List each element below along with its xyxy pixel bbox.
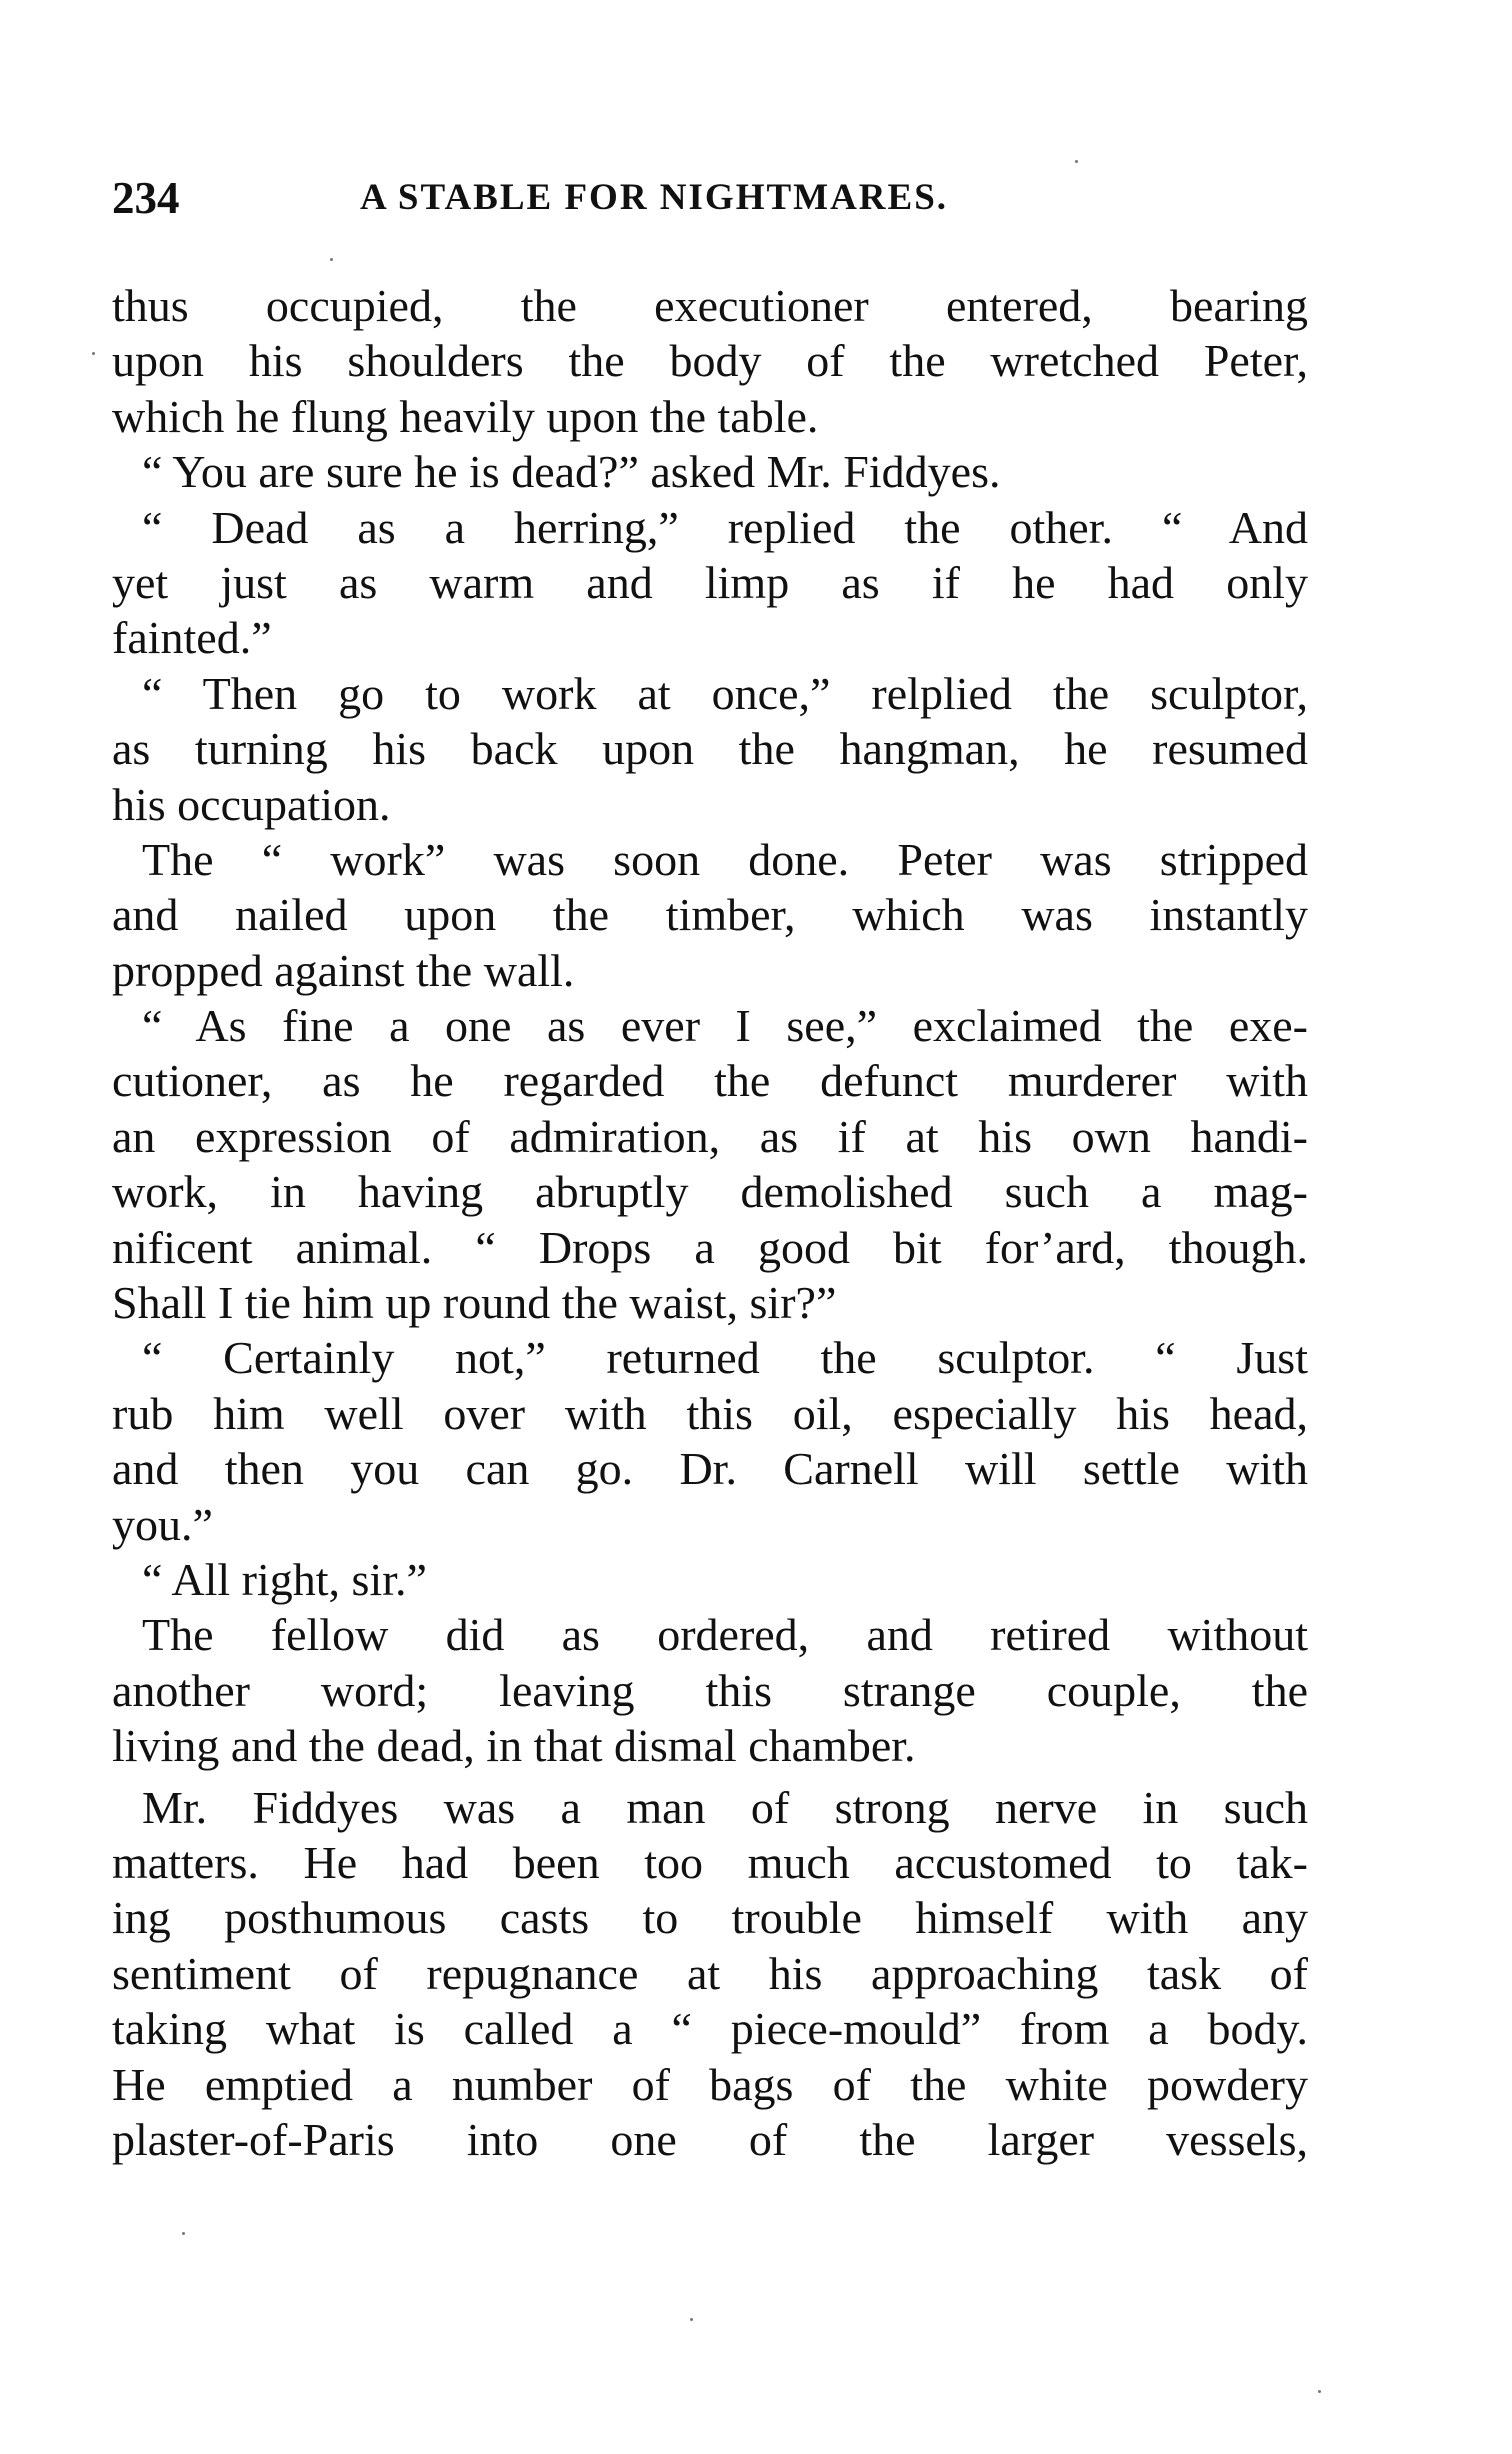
text-line: Shall I tie him up round the waist, sir?”: [112, 1277, 837, 1329]
text-line: you.”: [112, 1498, 213, 1550]
paper-speck: [92, 352, 95, 355]
text-line: The “ work” was soon done. Peter was stripped: [142, 833, 1308, 885]
text-line: Mr. Fiddyes was a man of strong nerve in such: [142, 1781, 1308, 1833]
text-line: an expression of admiration, as if at his own handi-: [112, 1110, 1308, 1162]
page-number: 234: [112, 173, 180, 223]
text-line: yet just as warm and limp as if he had only: [112, 556, 1308, 608]
body-text: [112, 278, 1308, 2167]
text-line: rub him well over with this oil, especially his head,: [112, 1387, 1308, 1439]
paper-speck: [690, 2318, 693, 2321]
text-line: fainted.”: [112, 612, 272, 664]
paper-speck: [1075, 160, 1078, 163]
text-line: ing posthumous casts to trouble himself with any: [112, 1892, 1308, 1944]
text-line: “ As fine a one as ever I see,” exclaimed the exe-: [142, 1000, 1308, 1052]
text-line: “ Then go to work at once,” relplied the sculptor,: [142, 667, 1308, 719]
text-line: upon his shoulders the body of the wretched Peter,: [112, 335, 1308, 387]
text-line: work, in having abruptly demolished such a mag-: [112, 1166, 1308, 1218]
text-line: and nailed upon the timber, which was instantly: [112, 889, 1308, 941]
text-line: taking what is called a “ piece-mould” from a body.: [112, 2003, 1308, 2055]
text-line: his occupation.: [112, 778, 391, 830]
paper-speck: [182, 2232, 185, 2235]
text-line: and then you can go. Dr. Carnell will settle with: [112, 1443, 1308, 1495]
text-line: “ Certainly not,” returned the sculptor. “ Just: [142, 1332, 1308, 1384]
paper-speck: [1318, 2390, 1321, 2393]
text-line: “ All right, sir.”: [142, 1553, 427, 1605]
paper-speck: [330, 258, 333, 261]
text-line: sentiment of repugnance at his approaching task of: [112, 1947, 1308, 1999]
text-line: plaster-of-Paris into one of the larger vessels,: [112, 2113, 1308, 2165]
text-line: as turning his back upon the hangman, he resumed: [112, 723, 1308, 775]
text-line: nificent animal. “ Drops a good bit for’ard, though.: [112, 1221, 1308, 1273]
text-line: matters. He had been too much accustomed to tak-: [112, 1836, 1308, 1888]
text-line: The fellow did as ordered, and retired without: [142, 1609, 1308, 1661]
text-line: “ Dead as a herring,” replied the other. “ And: [142, 501, 1308, 553]
text-line: another word; leaving this strange couple, the: [112, 1664, 1308, 1716]
text-line: He emptied a number of bags of the white powdery: [112, 2058, 1308, 2110]
text-line: “ You are sure he is dead?” asked Mr. Fiddyes.: [142, 446, 1001, 498]
text-line: living and the dead, in that dismal chamber.: [112, 1720, 916, 1772]
text-line: cutioner, as he regarded the defunct murderer with: [112, 1055, 1308, 1107]
text-line: which he flung heavily upon the table.: [112, 390, 819, 442]
text-line: thus occupied, the executioner entered, bearing: [112, 280, 1308, 331]
running-head: [112, 168, 1312, 228]
running-title: A STABLE FOR NIGHTMARES.: [360, 177, 949, 218]
text-line: propped against the wall.: [112, 944, 575, 996]
